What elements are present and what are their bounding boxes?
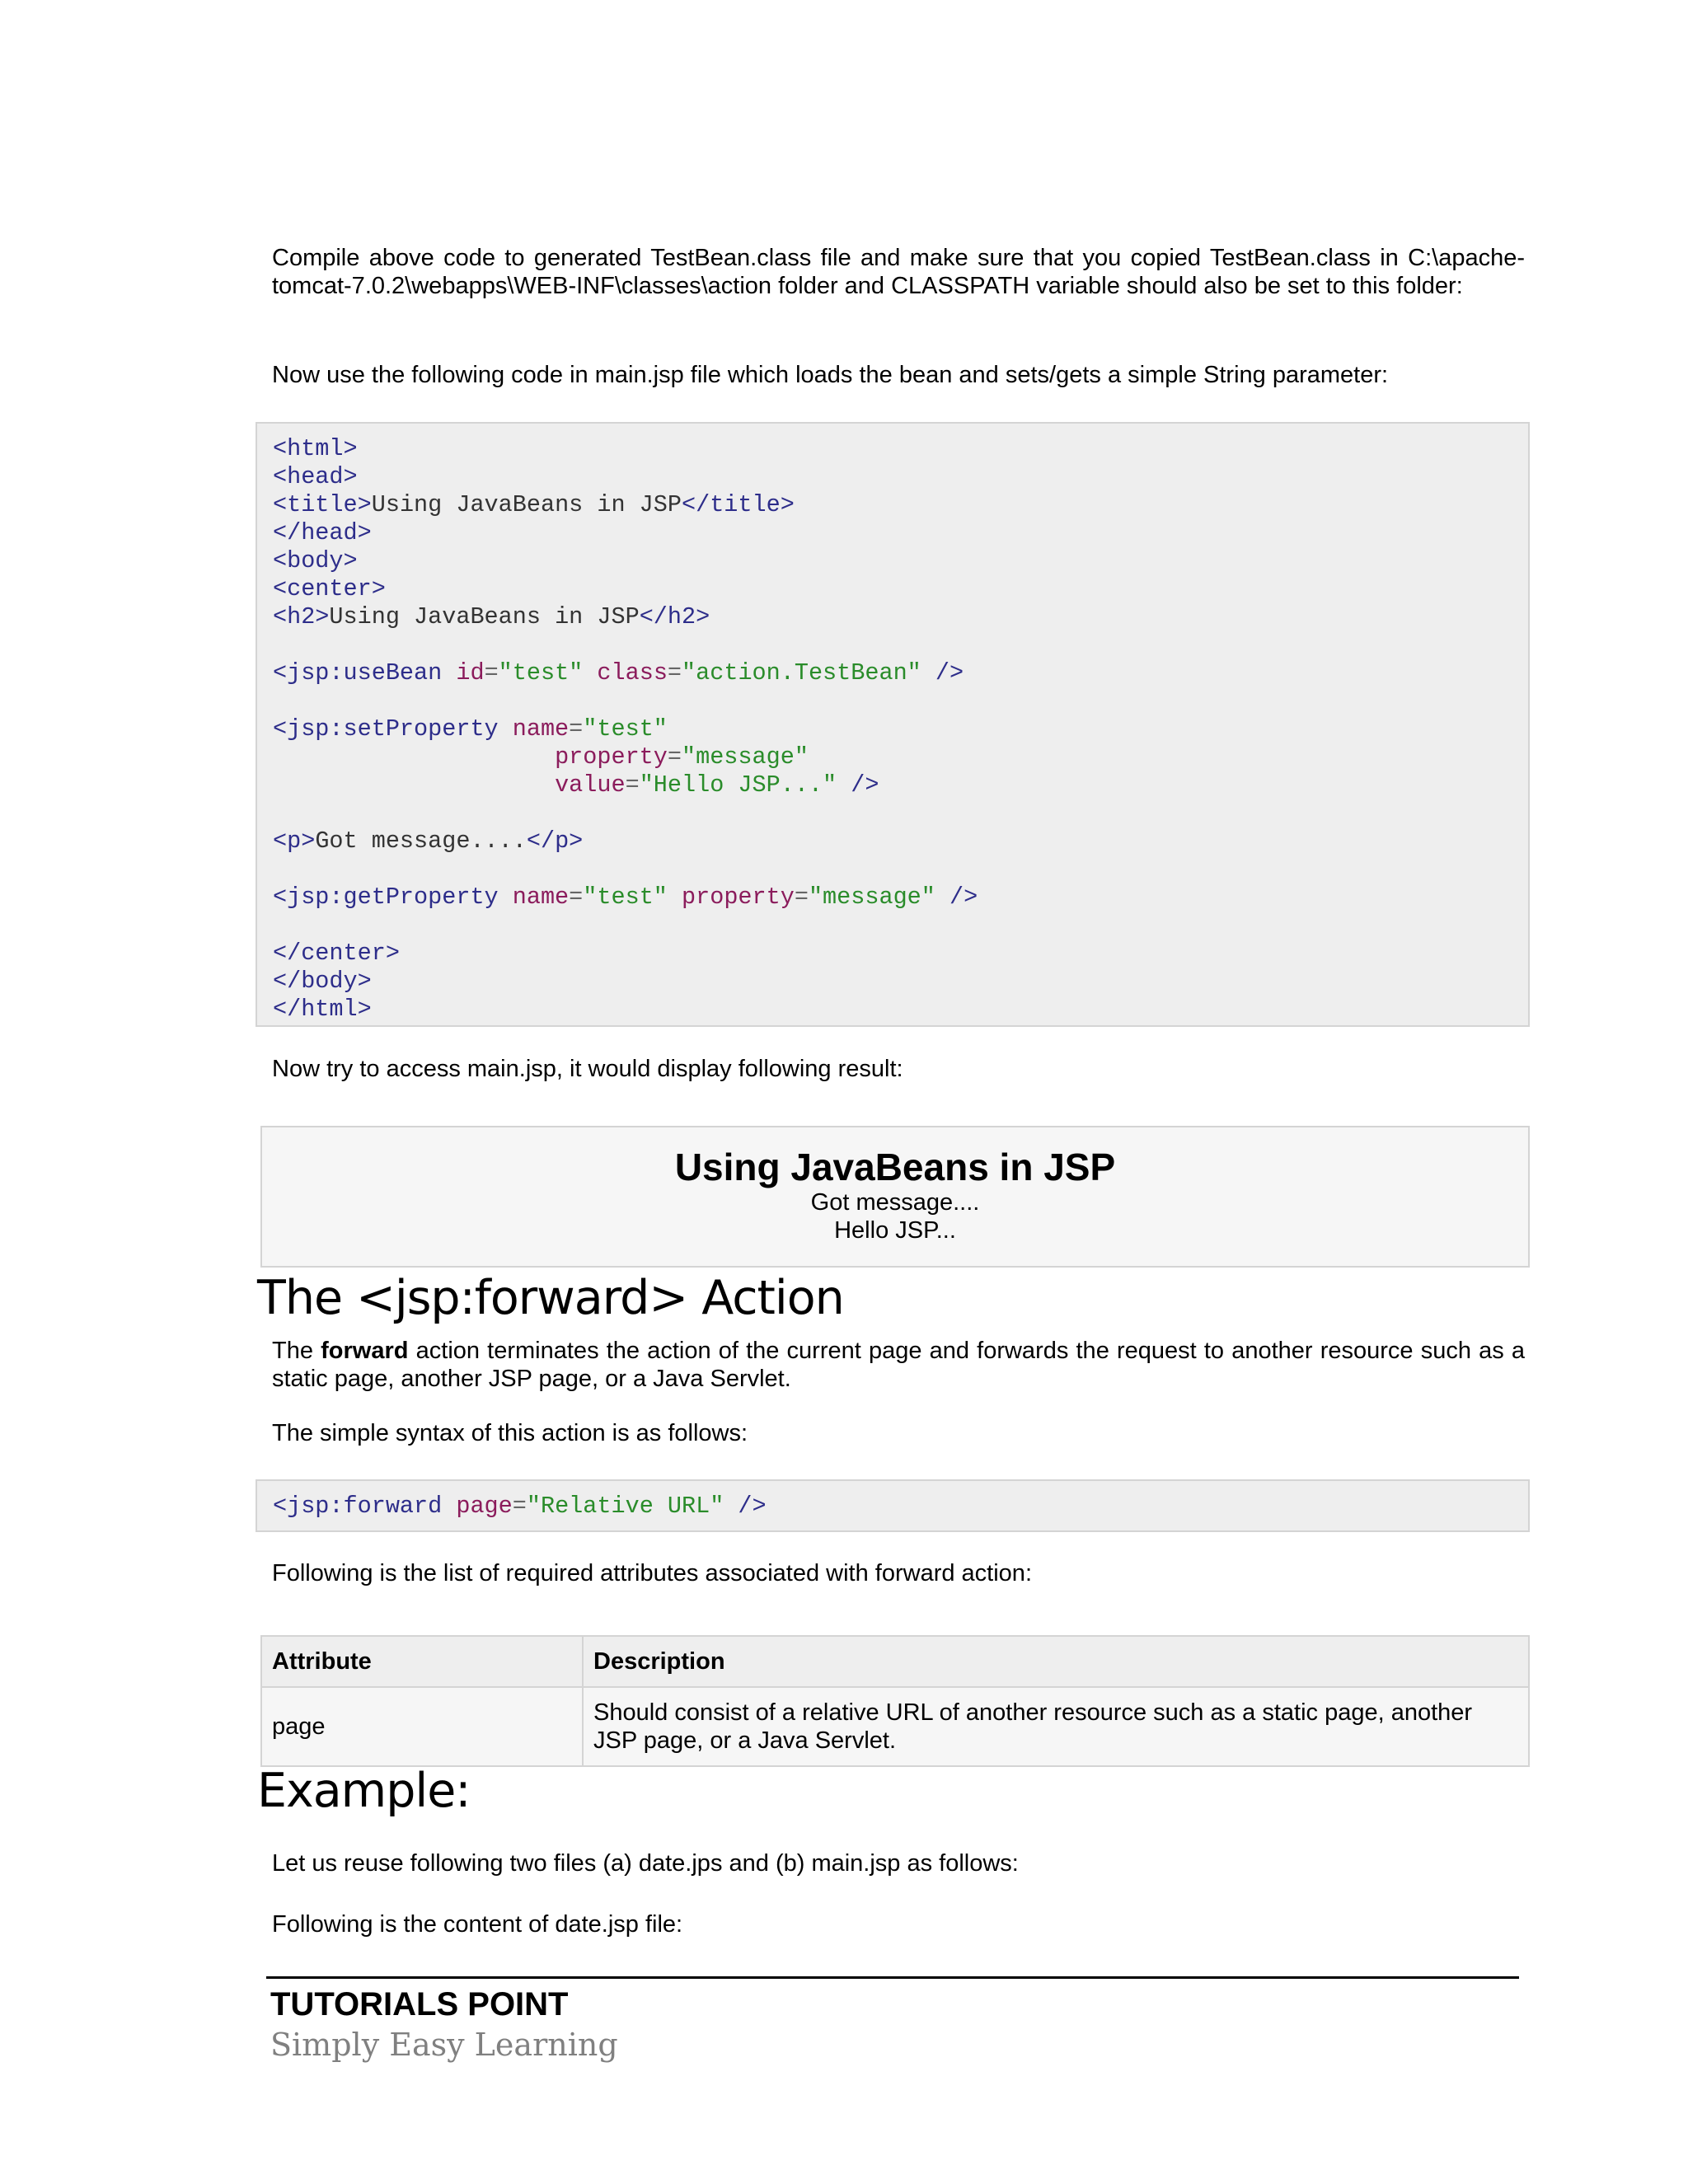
footer-divider (266, 1976, 1519, 1979)
attributes-list-paragraph: Following is the list of required attributes associated with forward action: (272, 1560, 1032, 1586)
access-paragraph: Now try to access main.jsp, it would display following result: (272, 1056, 903, 1082)
attribute-cell: page (261, 1687, 583, 1766)
forward-syntax-code-block: <jsp:forward page="Relative URL" /> (256, 1479, 1530, 1532)
date-jsp-content-paragraph: Following is the content of date.jsp file: (272, 1911, 683, 1938)
table-header-row (261, 1636, 1529, 1687)
column-header-attribute: Attribute (261, 1636, 583, 1687)
result-line-2: Hello JSP... (834, 1217, 956, 1244)
use-code-paragraph: Now use the following code in main.jsp file which loads the bean and sets/gets a simple String parameter: (272, 362, 1389, 388)
forward-description-paragraph: The forward action terminates the action of the current page and forwards the request to another resource such as a static page, another JSP page, or a Java Servlet. (272, 1338, 1526, 1392)
table-row (261, 1687, 1529, 1766)
result-output-box (260, 1126, 1530, 1268)
compile-paragraph: Compile above code to generated TestBean.class file and make sure that you copied TestBean.class in C:\apache-tomcat-7.0.2\webapps\WEB-INF\classes\action folder and CLASSPATH variable should also be set to this folder: (272, 245, 1525, 299)
forward-bold-term: forward (321, 1338, 409, 1364)
footer-tagline: Simply Easy Learning (270, 2027, 618, 2063)
example-heading: Example: (257, 1764, 471, 1818)
footer-brand: TUTORIALS POINT (270, 1986, 569, 2022)
reuse-paragraph: Let us reuse following two files (a) date.jps and (b) main.jsp as follows: (272, 1850, 1019, 1877)
result-heading: Using JavaBeans in JSP (674, 1146, 1116, 1188)
attributes-table (260, 1635, 1530, 1767)
description-cell: Should consist of a relative URL of another resource such as a static page, another JSP page, or a Java Servlet. (583, 1687, 1529, 1766)
forward-action-heading: The <jsp:forward> Action (257, 1271, 844, 1325)
syntax-paragraph: The simple syntax of this action is as follows: (272, 1420, 748, 1446)
main-jsp-code-block: <html> <head> <title>Using JavaBeans in JSP</title> </head> <body> <center> <h2>Using JavaBeans in JSP</h2> <jsp:useBean id="test" class="action.TestBean" /> <jsp:setProperty name="test" property="message" value="Hello JSP..." /> <p>Got message....</p> <jsp:getProperty name="test" property="message" /> </center> </body> </html> (256, 422, 1530, 1027)
column-header-description: Description (583, 1636, 1529, 1687)
result-line-1: Got message.... (810, 1189, 980, 1216)
